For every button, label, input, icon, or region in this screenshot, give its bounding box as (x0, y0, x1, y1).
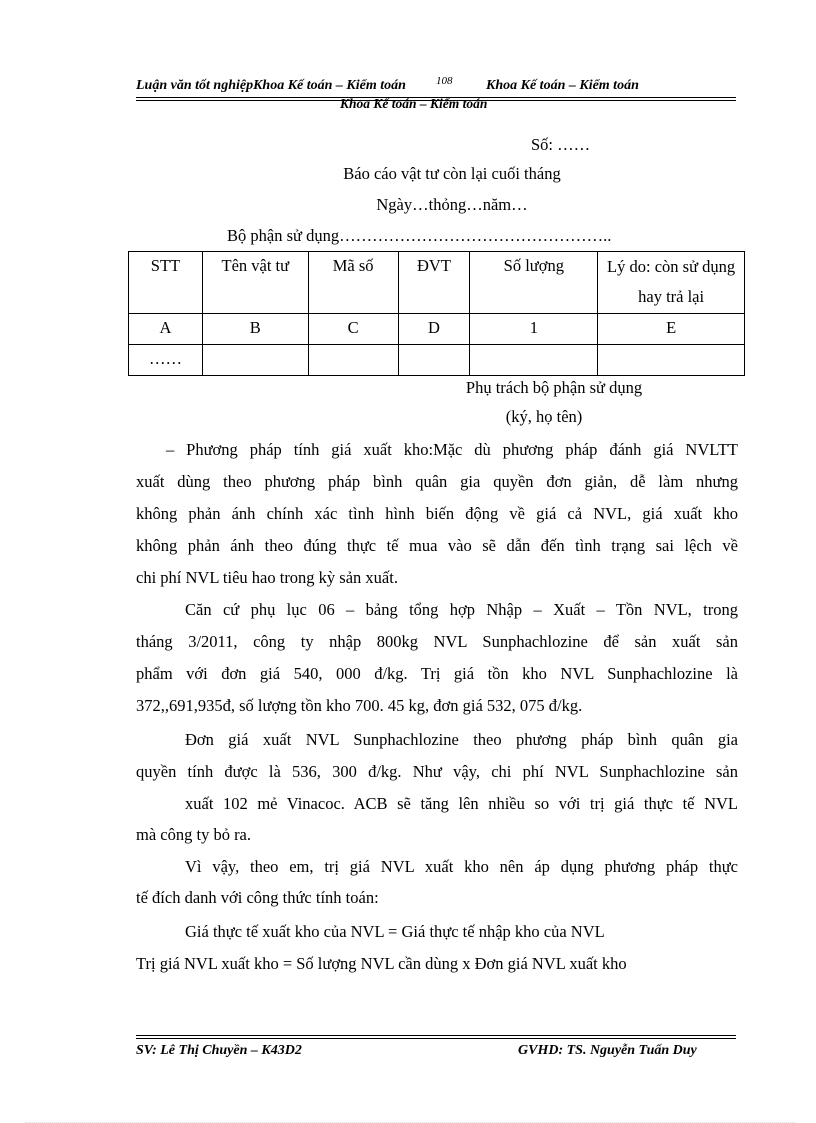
table-cell (308, 345, 398, 376)
code-e: E (598, 314, 745, 345)
row-placeholder: …… (129, 345, 203, 376)
code-a: A (129, 314, 203, 345)
p1-line3: không phản ánh chính xác tình hình biến động về giá cả NVL, giá xuất kho (136, 504, 738, 523)
table-cell (202, 345, 308, 376)
col-ly-do (598, 252, 745, 314)
p1-line2: xuất dùng theo phương pháp bình quân gia quyền đơn giản, dễ làm nhưng (136, 472, 738, 491)
p1-line4: không phản ánh theo đúng thực tế mua vào sẽ dẫn đến tình trạng sai lệch về (136, 536, 738, 555)
p2-line1: Căn cứ phụ lục 06 – bảng tổng hợp Nhập – Xuất – Tồn NVL, trong (185, 600, 738, 619)
header-right: Khoa Kế toán – Kiểm toán (486, 78, 639, 93)
p3-line2: quyền tính được là 536, 300 đ/kg. Như vậy, chi phí NVL Sunphachlozine sản (136, 762, 738, 781)
col-ly-do-line2: hay trả lại (638, 287, 705, 306)
header-sub: Khoa Kế toán – Kiểm toán (340, 96, 488, 111)
col-stt: STT (129, 252, 203, 314)
p2-line2: tháng 3/2011, công ty nhập 800kg NVL Sunphachlozine để sản xuất sản (136, 632, 738, 651)
code-1: 1 (470, 314, 598, 345)
formula-2: Trị giá NVL xuất kho = Số lượng NVL cần dùng x Đơn giá NVL xuất kho (136, 954, 627, 973)
p2-line3: phẩm với đơn giá 540, 000 đ/kg. Trị giá tồn kho NVL Sunphachlozine là (136, 664, 738, 683)
p3-line1: Đơn giá xuất NVL Sunphachlozine theo phương pháp bình quân gia (185, 730, 738, 749)
p3-line3: xuất 102 mẻ Vinacoc. ACB sẽ tăng lên nhiều so với trị giá thực tế NVL (185, 794, 738, 813)
code-d: D (398, 314, 470, 345)
table-header-row (129, 252, 745, 314)
signature-title: Phụ trách bộ phận sử dụng (465, 378, 643, 397)
table-cell (598, 345, 745, 376)
materials-table (128, 251, 745, 376)
form-date: Ngày…thỏng…năm… (376, 195, 528, 214)
form-number: Số: …… (531, 135, 591, 154)
table-cell (470, 345, 598, 376)
form-department: Bộ phận sử dụng………………………………………….. (227, 226, 612, 245)
p3-line4: mà công ty bỏ ra. (136, 825, 252, 844)
formula-1: Giá thực tế xuất kho của NVL = Giá thực tế nhập kho của NVL (185, 922, 605, 941)
col-ten-vat-tu: Tên vật tư (202, 252, 308, 314)
p4-line2: tế đích danh với công thức tính toán: (136, 888, 379, 907)
signature-note: (ký, họ tên) (505, 407, 583, 426)
col-so-luong: Số lượng (470, 252, 598, 314)
page-number: 108 (436, 75, 453, 87)
col-ly-do-line1: Lý do: còn sử dụng (607, 257, 736, 276)
code-c: C (308, 314, 398, 345)
form-title: Báo cáo vật tư còn lại cuối tháng (343, 164, 561, 183)
table-row (129, 345, 745, 376)
footer-right: GVHD: TS. Nguyễn Tuấn Duy (518, 1043, 697, 1058)
header-left: Luận văn tốt nghiệpKhoa Kế toán – Kiểm toán (136, 78, 406, 93)
footer-left: SV: Lê Thị Chuyền – K43D2 (136, 1043, 302, 1058)
p2-line4: 372,,691,935đ, số lượng tồn kho 700. 45 kg, đơn giá 532, 075 đ/kg. (136, 696, 583, 715)
col-dvt: ĐVT (398, 252, 470, 314)
p4-line1: Vì vậy, theo em, trị giá NVL xuất kho nên áp dụng phương pháp thực (185, 857, 738, 876)
table-cell (398, 345, 470, 376)
table-code-row (129, 314, 745, 345)
code-b: B (202, 314, 308, 345)
p1-line1: – Phương pháp tính giá xuất kho:Mặc dù phương pháp đánh giá NVLTT (166, 440, 738, 459)
col-ma-so: Mã số (308, 252, 398, 314)
footer-rule-bottom (136, 1038, 736, 1039)
footer-rule-top (136, 1035, 736, 1036)
p1-line5: chi phí NVL tiêu hao trong kỳ sản xuất. (136, 568, 398, 587)
